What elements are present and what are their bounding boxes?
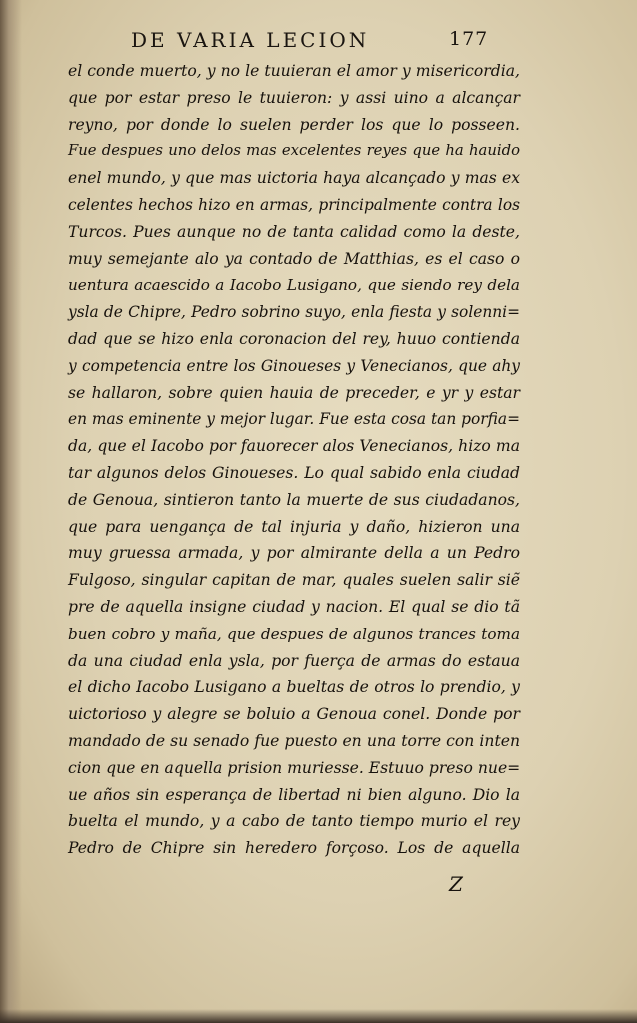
text-line: cion que en aquella prision muriesse. Estuuo preso nue= [68,758,521,777]
running-title: DE VARIA LECION [131,28,370,52]
text-line: da, que el Iacobo por fauorecer alos Venecianos, hizo ma [68,437,520,456]
text-line: dad que se hizo enla coronacion del rey, huuo contienda [68,329,520,348]
text-line: mandado de su senado fue puesto en una torre con inten [68,731,520,750]
text-line: tar algunos delos Ginoueses. Lo qual sabido enla ciudad [68,463,520,482]
signature-mark: Z [449,872,463,896]
body-text [68,58,520,862]
text-line: uictorioso y alegre se boluio a Genoua conel. Donde por [68,705,520,724]
text-line: da una ciudad enla ysla, por fuerça de armas do estaua [68,651,520,670]
text-line: muy gruessa armada, y por almirante della a un Pedro [68,544,520,563]
text-line: enel mundo, y que mas uictoria haya alcançado y mas ex [68,169,520,188]
text-line: Fue despues uno delos mas excelentes reyes que ha hauido [68,142,520,160]
text-line: buen cobro y maña, que despues de algunos trances toma [68,624,520,643]
text-line: el conde muerto, y no le tuuieran el amor y misericordia, [68,62,520,80]
page-number: 177 [449,28,489,50]
text-line: en mas eminente y mejor lugar. Fue esta cosa tan porfia= [68,410,520,429]
text-line: Turcos. Pues aunque no de tanta calidad como la deste, [68,222,520,241]
text-line: de Genoua, sintieron tanto la muerte de sus ciudadanos, [68,490,520,509]
text-line: que para uengança de tal injuria y daño, hizieron una [68,517,520,536]
text-line: muy semejante alo ya contado de Matthias, es el caso o [68,249,520,268]
text-line: uentura acaescido a Iacobo Lusigano, que siendo rey dela [68,276,520,295]
text-line: se hallaron, sobre quien hauia de preceder, e yr y estar [68,383,520,402]
text-line: celentes hechos hizo en armas, principalmente contra los [68,195,520,214]
text-line: ysla de Chipre, Pedro sobrino suyo, enla fiesta y solenni= [68,303,520,322]
text-line: el dicho Iacobo Lusigano a bueltas de otros lo prendio, y [68,678,520,697]
text-line: Fulgoso, singular capitan de mar, quales suelen salir siẽ [68,571,520,590]
text-line: ue años sin esperança de libertad ni bien alguno. Dio la [68,785,520,804]
text-line: Pedro de Chipre sin heredero forçoso. Los de aquella [68,839,520,858]
text-line: reyno, por donde lo suelen perder los que lo posseen. [68,115,520,134]
text-line: pre de aquella insigne ciudad y nacion. El qual se dio tã [68,597,520,616]
text-line: buelta el mundo, y a cabo de tanto tiempo murio el rey [68,812,520,831]
text-line: y competencia entre los Ginoueses y Venecianos, que ahy [68,356,520,375]
text-line: que por estar preso le tuuieron: y assi uino a alcançar [68,88,520,107]
page-header [0,28,637,58]
